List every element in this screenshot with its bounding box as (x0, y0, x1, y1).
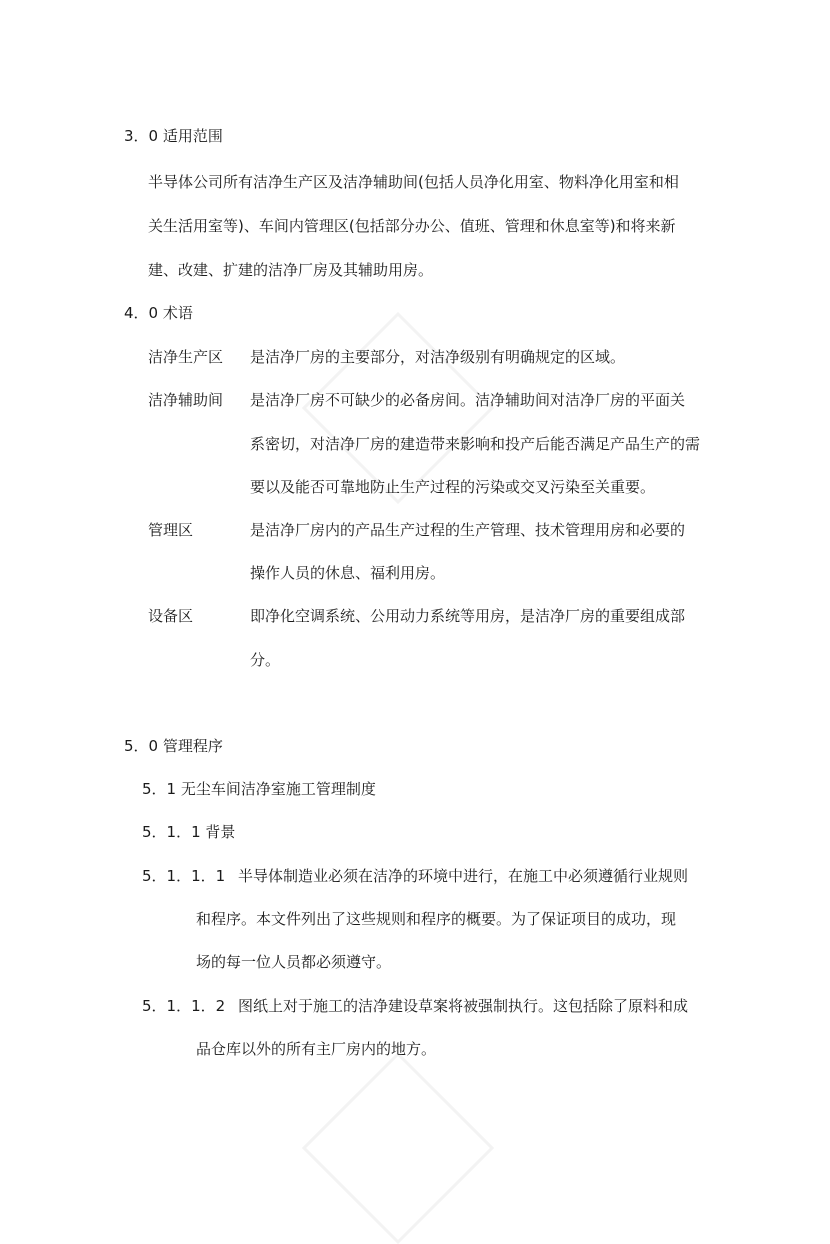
item-number: 5．1．1．2 (142, 997, 226, 1015)
term-definition: 是洁净厂房的主要部分，对洁净级别有明确规定的区域。 (250, 348, 626, 366)
subsection-heading: 5．1．1 背景 (142, 823, 236, 841)
term-name: 设备区 (148, 607, 194, 625)
item-text: 和程序。本文件列出了这些规则和程序的概要。为了保证项目的成功，现 (196, 910, 677, 928)
section-3-heading: 3．0 适用范围 (124, 127, 223, 145)
item-text: 半导体制造业必须在洁净的环境中进行，在施工中必须遵循行业规则 (238, 867, 689, 885)
term-name: 洁净辅助间 (148, 391, 224, 409)
term-definition: 分。 (250, 651, 281, 669)
term-definition: 要以及能否可靠地防止生产过程的污染或交叉污染至关重要。 (250, 478, 656, 496)
section-4-heading: 4．0 术语 (124, 304, 193, 322)
term-name: 洁净生产区 (148, 348, 224, 366)
item-text: 图纸上对于施工的洁净建设草案将被强制执行。这包括除了原料和成 (238, 997, 689, 1015)
term-definition: 是洁净厂房不可缺少的必备房间。洁净辅助间对洁净厂房的平面关 (250, 391, 686, 409)
item-text: 场的每一位人员都必须遵守。 (196, 953, 392, 971)
subsection-heading: 5．1 无尘车间洁净室施工管理制度 (142, 780, 376, 798)
watermark-mark (302, 1052, 494, 1244)
section-3-line: 关生活用室等)、车间内管理区(包括部分办公、值班、管理和休息室等)和将来新 (148, 217, 676, 235)
term-definition: 系密切，对洁净厂房的建造带来影响和投产后能否满足产品生产的需 (250, 435, 701, 453)
section-5-heading: 5．0 管理程序 (124, 737, 223, 755)
item-number: 5．1．1．1 (142, 867, 226, 885)
term-definition: 是洁净厂房内的产品生产过程的生产管理、技术管理用房和必要的 (250, 521, 686, 539)
section-3-line: 建、改建、扩建的洁净厂房及其辅助用房。 (148, 261, 434, 279)
term-definition: 即净化空调系统、公用动力系统等用房，是洁净厂房的重要组成部 (250, 607, 686, 625)
term-definition: 操作人员的休息、福利用房。 (250, 564, 446, 582)
section-3-line: 半导体公司所有洁净生产区及洁净辅助间(包括人员净化用室、物料净化用室和相 (148, 173, 679, 191)
term-name: 管理区 (148, 521, 194, 539)
item-text: 品仓库以外的所有主厂房内的地方。 (196, 1040, 437, 1058)
